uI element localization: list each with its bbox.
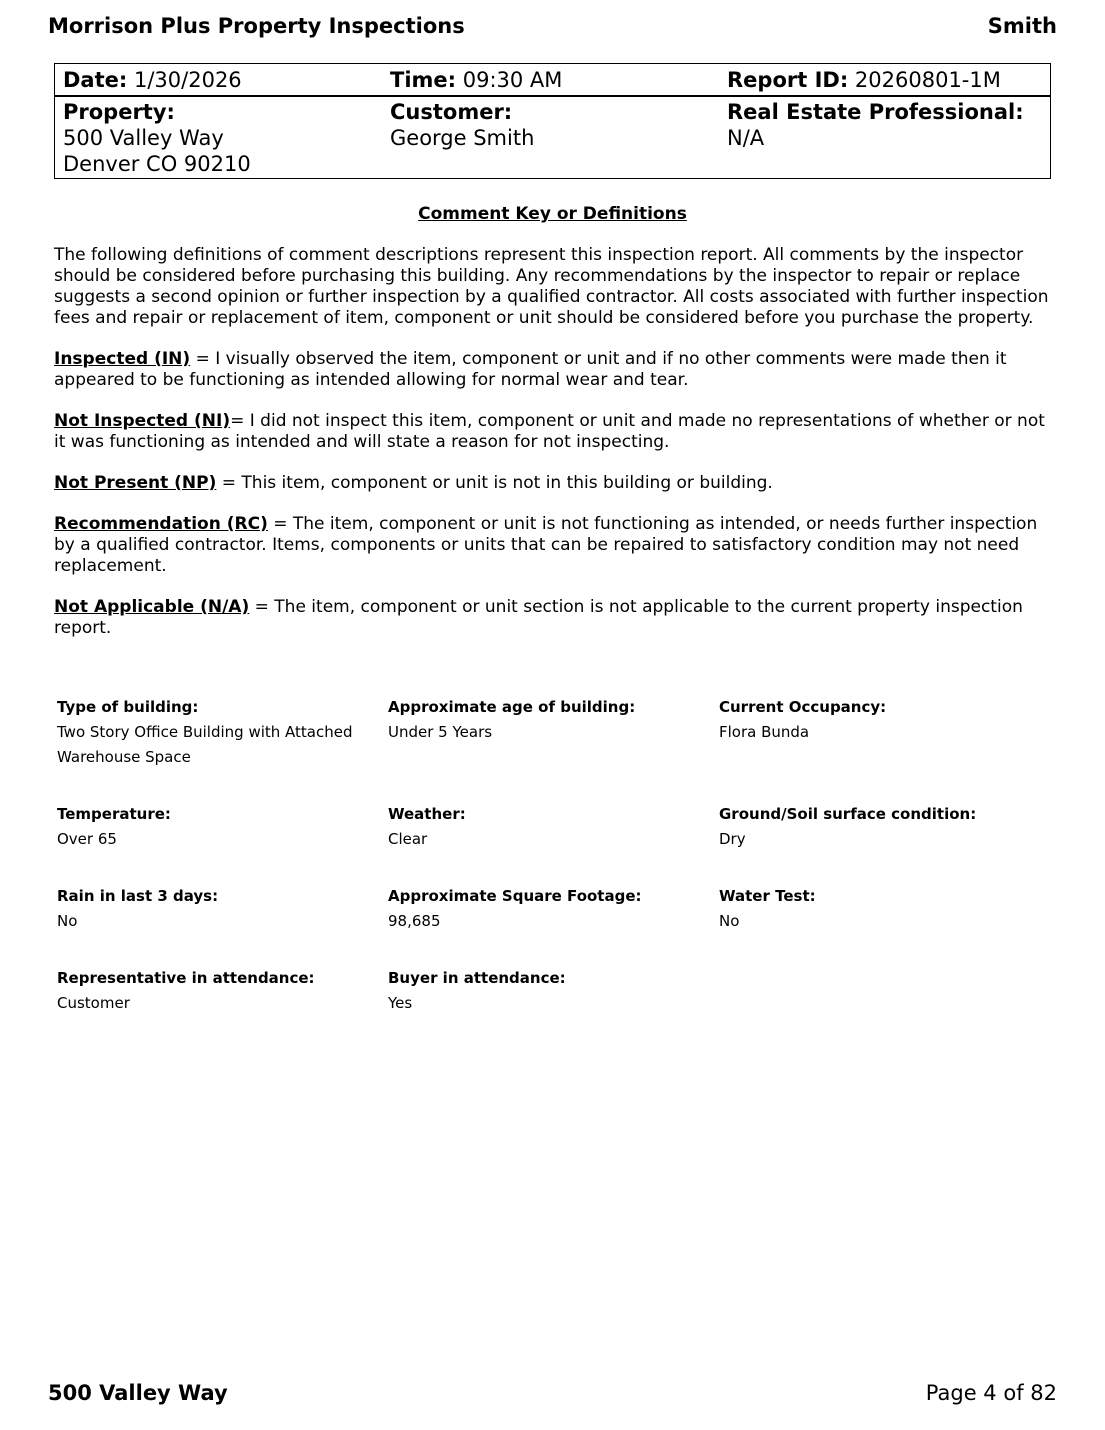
fact-label: Approximate Square Footage: [388, 887, 642, 905]
fact-rain [57, 884, 388, 934]
facts-row [57, 884, 1057, 934]
report-id-label: Report ID: [727, 67, 849, 92]
comment-key-body [54, 245, 1054, 659]
fact-value: Two Story Office Building with Attached Warehouse Space [57, 723, 353, 766]
date-label: Date: [63, 67, 128, 92]
customer-value: George Smith [390, 126, 535, 150]
fact-building-type [57, 695, 388, 770]
definition-term: Recommendation (RC) [54, 514, 268, 534]
agent-label: Real Estate Professional: [727, 100, 1024, 124]
definition-term: Not Applicable (N/A) [54, 597, 250, 617]
definition-term: Not Present (NP) [54, 473, 217, 493]
fact-value: 98,685 [388, 912, 441, 930]
definition-recommendation [54, 514, 1054, 577]
building-facts [57, 695, 1057, 1048]
facts-row [57, 695, 1057, 770]
facts-row [57, 802, 1057, 852]
fact-label: Buyer in attendance: [388, 969, 566, 987]
time-label: Time: [390, 67, 457, 92]
time-cell [382, 67, 719, 93]
fact-value: Clear [388, 830, 428, 848]
report-info-table [54, 63, 1051, 179]
date-cell [55, 67, 382, 93]
fact-value: Over 65 [57, 830, 117, 848]
page-number: Page 4 of 82 [925, 1381, 1057, 1405]
property-label: Property: [63, 100, 175, 124]
definition-text: = The item, component or unit is not functioning as intended, or needs further inspection by a qualified contractor. Items, components or units that can be repaired to satisfactory condition may not need replacement. [54, 514, 1038, 576]
date-value: 1/30/2026 [133, 67, 242, 92]
definition-term: Not Inspected (NI) [54, 411, 231, 431]
definition-text: = This item, component or unit is not in this building or building. [216, 473, 773, 493]
customer-cell [382, 99, 719, 178]
time-value: 09:30 AM [462, 67, 563, 92]
customer-label: Customer: [390, 100, 513, 124]
fact-label: Weather: [388, 805, 466, 823]
fact-label: Temperature: [57, 805, 171, 823]
fact-label: Ground/Soil surface condition: [719, 805, 977, 823]
fact-label: Current Occupancy: [719, 698, 887, 716]
agent-cell [719, 99, 1050, 178]
fact-representative [57, 966, 388, 1016]
fact-buyer [388, 966, 719, 1016]
definition-text: = I did not inspect this item, component or unit and made no representations of whether or not it was functioning as intended and will state a reason for not inspecting. [54, 411, 1045, 452]
fact-temperature [57, 802, 388, 852]
fact-water-test [719, 884, 1050, 934]
fact-value: No [57, 912, 78, 930]
agent-value: N/A [727, 126, 765, 150]
property-cell [55, 99, 382, 178]
page-footer [48, 1380, 1057, 1406]
company-name: Morrison Plus Property Inspections [48, 14, 465, 38]
comment-key-title: Comment Key or Definitions [418, 204, 687, 224]
definition-term: Inspected (IN) [54, 349, 191, 369]
fact-label: Type of building: [57, 698, 199, 716]
fact-value: Yes [388, 994, 413, 1012]
definition-inspected [54, 349, 1054, 391]
report-id-value: 20260801-1M [854, 67, 1001, 92]
comment-key-intro: The following definitions of comment descriptions represent this inspection report. All comments by the inspector should be considered before purchasing this building. Any recommendations by the inspector to repair or replace suggests a second opinion or further inspection by a qualified contractor. All costs associated with further inspection fees and repair or replacement of item, component or unit should be considered before you purchase the property. [54, 245, 1049, 328]
definition-not-applicable [54, 597, 1054, 639]
fact-square-footage [388, 884, 719, 934]
client-last-name: Smith [987, 14, 1057, 38]
fact-weather [388, 802, 719, 852]
definition-not-inspected [54, 411, 1054, 453]
info-row-parties [55, 97, 1050, 178]
fact-occupancy [719, 695, 1050, 770]
fact-soil-condition [719, 802, 1050, 852]
report-id-cell [719, 67, 1050, 93]
facts-row [57, 966, 1057, 1016]
fact-building-age [388, 695, 719, 770]
definition-text: = The item, component or unit section is not applicable to the current property inspection report. [54, 597, 1023, 638]
fact-value: Dry [719, 830, 746, 848]
fact-label: Approximate age of building: [388, 698, 636, 716]
fact-label: Rain in last 3 days: [57, 887, 219, 905]
fact-value: Under 5 Years [388, 723, 493, 741]
page-header [48, 13, 1057, 39]
fact-label: Water Test: [719, 887, 816, 905]
fact-value: No [719, 912, 740, 930]
info-row-date [55, 64, 1050, 97]
fact-value: Customer [57, 994, 130, 1012]
property-line2: Denver CO 90210 [63, 152, 251, 176]
fact-value: Flora Bunda [719, 723, 810, 741]
definition-text: = I visually observed the item, component or unit and if no other comments were made then it appeared to be functioning as intended allowing for normal wear and tear. [54, 349, 1007, 390]
footer-address: 500 Valley Way [48, 1381, 228, 1405]
property-line1: 500 Valley Way [63, 126, 224, 150]
fact-label: Representative in attendance: [57, 969, 315, 987]
definition-not-present [54, 473, 1054, 494]
